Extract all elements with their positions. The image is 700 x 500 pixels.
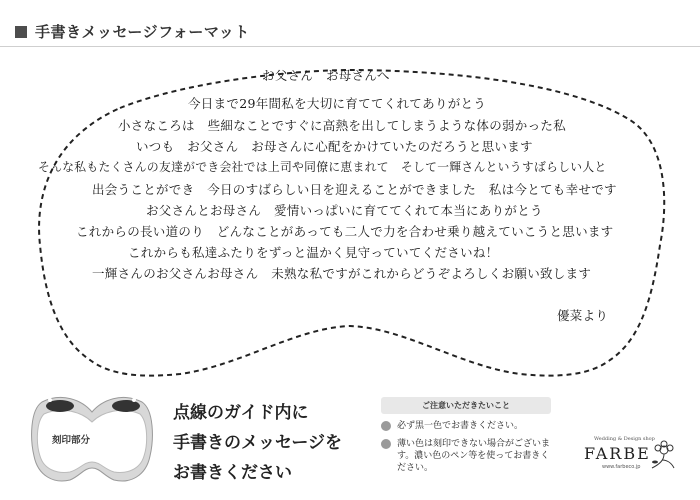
note-item [381, 420, 551, 432]
farbe-logo [578, 436, 688, 492]
instruction-line: 点線のガイド内に [173, 403, 309, 423]
logo-tagline: Wedding & Design shop [594, 436, 655, 442]
logo-brand: FARBE [584, 444, 651, 463]
letter-line: これからの長い道のり どんなことがあっても二人で力を合わせ乗り越えていこうと思います [76, 224, 614, 239]
bullet-dot-icon [381, 421, 391, 431]
instruction-line: お書きください [173, 463, 292, 483]
letter-line: 出会うことができ 今日のすばらしい日を迎えることができました 私は今とても幸せです [92, 182, 617, 197]
instruction-line: 手書きのメッセージを [173, 433, 342, 453]
letter-line: そんな私もたくさんの友達ができ会社では上司や同僚に恵まれて そして一輝さんというすばらしい人と [38, 160, 607, 174]
notes-title: ご注意いただきたいこと [381, 397, 551, 414]
letter-line: 一輝さんのお父さんお母さん 未熟な私ですがこれからどうぞよろしくお願い致します [92, 266, 592, 281]
letter-signature: 優菜より [557, 308, 609, 323]
letter-line: いつも お父さん お母さんに心配をかけていたのだろうと思います [136, 139, 533, 154]
letter-line: これからも私達ふたりをずっと温かく見守っていてくださいね！ [128, 245, 499, 260]
note-text: 必ず黒一色でお書きください。 [397, 421, 524, 431]
notes-box [381, 397, 551, 474]
page-title: 手書きメッセージフォーマット [35, 23, 250, 41]
bullet-dot-icon [381, 439, 391, 449]
logo-url: www.farbeco.jp [602, 464, 641, 470]
engraving-area-label: 刻印部分 [52, 435, 91, 446]
note-text: 薄い色は刻印できない場合がございます。濃い色のペン等を使ってお書きください。 [397, 439, 551, 473]
engraving-area-illustration [22, 384, 162, 494]
flower-icon [646, 438, 682, 472]
letter-line: お父さん お母さんへ [262, 68, 390, 83]
letter-line: 小さなころは 些細なことですぐに高熱を出してしまうような体の弱かった私 [118, 118, 567, 133]
instruction-text [173, 398, 342, 488]
letter-line: お父さんとお母さん 愛情いっぱいに育ててくれて本当にありがとう [146, 203, 543, 218]
letter-line: 今日まで29年間私を大切に育ててくれてありがとう [188, 96, 487, 111]
note-item [381, 438, 551, 474]
